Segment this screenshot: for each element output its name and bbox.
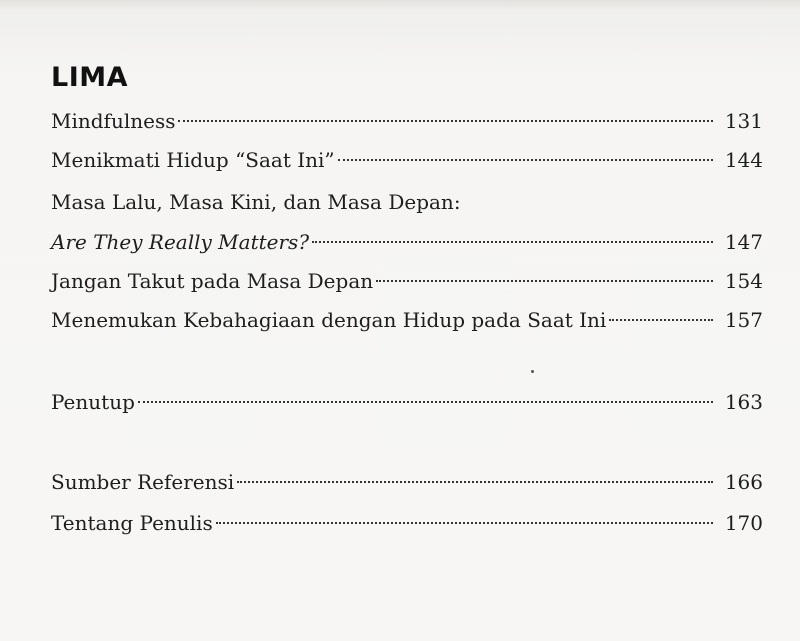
toc-entry-sumber-referensi	[51, 467, 763, 497]
toc-entry-page: 154	[724, 269, 763, 293]
toc-entry-masa-lalu-line1: Masa Lalu, Masa Kini, dan Masa Depan:	[51, 190, 461, 214]
toc-entry-title: Are They Really Matters?	[51, 230, 310, 254]
dot-leader	[338, 159, 713, 161]
toc-entry-jangan-takut	[51, 266, 763, 296]
toc-entry-page: 131	[724, 109, 763, 133]
page-top-edge	[0, 0, 800, 10]
dot-leader	[609, 319, 713, 321]
toc-entry-title: Menemukan Kebahagiaan dengan Hidup pada Saat Ini	[51, 308, 607, 332]
toc-entry-page: 166	[724, 470, 763, 494]
toc-entry-title: Menikmati Hidup “Saat Ini”	[51, 148, 335, 172]
dot-leader	[216, 522, 713, 524]
toc-entry-title: Sumber Referensi	[51, 470, 235, 494]
toc-entry-page: 157	[724, 308, 763, 332]
dot-leader	[312, 241, 713, 243]
toc-entry-page: 144	[724, 148, 763, 172]
dot-leader	[138, 401, 713, 403]
print-speck	[531, 370, 534, 373]
toc-entry-title: Mindfulness	[51, 109, 176, 133]
toc-entry-title: Tentang Penulis	[51, 511, 213, 535]
chapter-heading: LIMA	[51, 62, 129, 93]
toc-entry-penutup	[51, 387, 763, 417]
toc-entry-are-they-really-matters	[51, 227, 763, 257]
toc-entry-tentang-penulis	[51, 508, 763, 538]
toc-entry-mindfulness	[51, 106, 763, 136]
toc-entry-page: 170	[724, 511, 763, 535]
toc-entry-title: Penutup	[51, 390, 135, 414]
toc-entry-menikmati-hidup	[51, 145, 763, 175]
toc-entry-page: 163	[724, 390, 763, 414]
dot-leader	[178, 120, 712, 122]
dot-leader	[376, 280, 713, 282]
toc-entry-menemukan-kebahagiaan	[51, 305, 763, 335]
toc-entry-title: Jangan Takut pada Masa Depan	[51, 269, 374, 293]
toc-entry-page: 147	[724, 230, 763, 254]
dot-leader	[237, 481, 713, 483]
